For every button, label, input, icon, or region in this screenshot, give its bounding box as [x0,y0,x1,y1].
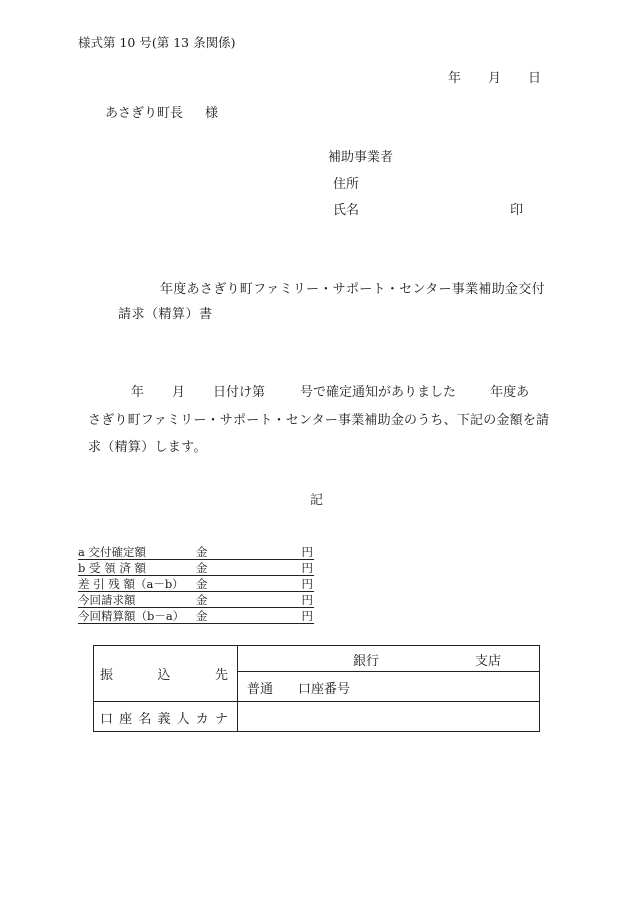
body-line-2: さぎり町ファミリー・サポート・センター事業補助金のうち、下記の金額を請 [88,413,550,428]
account-holder-kana-char: カ [195,712,209,727]
account-holder-kana-char: ナ [214,712,228,727]
body-dated: 日付け第 [213,385,266,400]
amount-yen: 円 [301,560,313,575]
bank-label: 銀行 [353,654,380,669]
addressee-honorific: 様 [205,106,219,121]
account-type: 普通 [247,682,274,697]
account-number-label: 口座番号 [298,682,351,697]
amount-kin: 金 [196,576,208,591]
body-fiscal: 年度あ [490,385,530,400]
account-holder-kana-char: 名 [138,712,152,727]
date-year-label: 年 [448,71,462,86]
transfer-destination-label [100,664,228,683]
date-day-label: 日 [528,71,542,86]
amount-kin: 金 [196,592,208,607]
amount-label: b 受 領 済 額 [78,560,146,575]
amount-yen: 円 [301,576,313,591]
document-title-line2: 請求（精算）書 [118,307,213,322]
amount-row [78,576,314,592]
bank-transfer-table [93,645,540,732]
applicant-address-label: 住所 [333,177,360,192]
amount-yen: 円 [301,608,313,623]
date-month-label: 月 [488,71,502,86]
addressee-name: あさぎり町長 [105,106,184,121]
amount-label: 今回請求額 [78,592,136,607]
body-number: 号で確定通知がありました [300,385,457,400]
account-holder-kana-char: 人 [176,712,190,727]
amount-yen: 円 [301,592,313,607]
transfer-destination-char: 込 [157,668,171,683]
document-title-line1: 年度あさぎり町ファミリー・サポート・センター事業補助金交付 [160,282,545,297]
table-divider-bank-row [237,671,539,672]
account-holder-kana-char: 口 [100,712,114,727]
amount-row [78,592,314,608]
amount-label: a 交付確定額 [78,544,147,559]
body-month: 月 [172,385,186,400]
body-year: 年 [131,385,145,400]
account-holder-kana-label [100,708,228,727]
amount-row [78,608,314,624]
amount-row [78,560,314,576]
seal-mark: 印 [510,203,524,218]
body-line-3: 求（精算）します。 [88,440,207,455]
table-divider-horizontal [94,701,539,702]
amount-kin: 金 [196,608,208,623]
form-number: 様式第 10 号(第 13 条関係) [78,35,236,50]
amount-kin: 金 [196,544,208,559]
account-holder-kana-char: 座 [119,712,133,727]
amount-row [78,544,314,560]
applicant-role: 補助事業者 [328,150,394,165]
addressee [105,107,218,120]
transfer-destination-char: 振 [100,668,114,683]
account-holder-kana-char: 義 [157,712,171,727]
amount-list [78,544,314,624]
table-divider-vertical [237,646,238,731]
body-line-1 [131,386,529,399]
amount-label: 今回精算額（b－a） [78,608,185,623]
date-line [448,72,541,85]
transfer-destination-char: 先 [214,668,228,683]
ki-heading: 記 [310,493,324,508]
amount-label: 差 引 残 額（a－b） [78,576,184,591]
branch-label: 支店 [475,654,502,669]
amount-yen: 円 [301,544,313,559]
amount-kin: 金 [196,560,208,575]
applicant-name-label: 氏名 [333,203,360,218]
